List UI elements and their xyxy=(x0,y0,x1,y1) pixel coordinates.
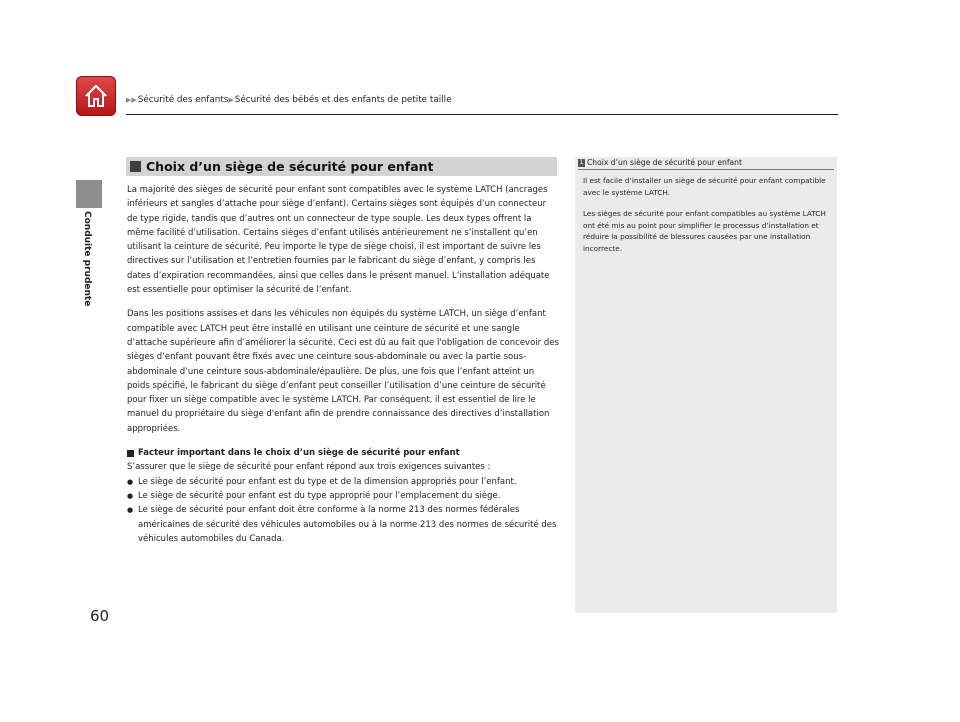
note-title[interactable] xyxy=(578,158,834,167)
header-divider xyxy=(126,114,838,115)
subheading xyxy=(127,446,559,460)
note-paragraph: Il est facile d’installer un siège de sécurité pour enfant compatible avec le système LATCH. xyxy=(583,176,826,197)
home-icon xyxy=(82,82,110,110)
breadcrumb-item[interactable]: Sécurité des enfants xyxy=(137,95,229,105)
note-title-text: Choix d’un siège de sécurité pour enfant xyxy=(587,158,742,167)
note-marker-icon: 1 xyxy=(579,159,584,166)
breadcrumb-arrow-icon: ▶ xyxy=(228,96,234,104)
body-paragraph: La majorité des sièges de sécurité pour enfant sont compatibles avec le système LATCH (ancrages inférieurs et sangles d’attache pour siège d’enfant). Certains sièges sont équipés d’un connecteur de type rigide, tandis que d’autres ont un connecteur de type souple. Les deux types offrent la même facilité d’utilisation. Certains sièges d’enfant utilisés antérieurement ne s’installent qu’en utilisant la ceinture de sécurité. Peu importe le type de siège choisi, il est important de suivre les directives sur l’utilisation et l’entretien fournies par le fabricant du siège d’enfant, y compris les dates d’expiration recommandées, ainsi que celles dans le présent manuel. L’installation adéquate est essentielle pour optimiser la sécurité de l’enfant. xyxy=(127,185,550,296)
body-paragraph: Dans les positions assises et dans les véhicules non équipés du système LATCH, un siège d’enfant compatible avec LATCH peut être installé en utilisant une ceinture de sécurité et une sangle d’attache supérieure afin d’améliorer la sécurité. Ceci est dû au fait que l'obligation de concevoir des sièges d’enfant pouvant être fixés avec une ceinture sous-abdominale ou avec la partie sous-abdominale d’une ceinture sous-abdominale/épaulière. De plus, une fois que l’enfant atteint un poids spécifié, le fabricant du siège d’enfant peut conseiller l’utilisation d’une ceinture de sécurité pour fixer un siège compatible avec le système LATCH. Par conséquent, il est essentiel de lire le manuel du propriétaire du siège d'enfant afin de prendre connaissance des directives d’installation appropriées. xyxy=(127,309,559,434)
section-heading xyxy=(126,157,557,176)
breadcrumb-arrow-icon: ▶▶ xyxy=(126,96,137,104)
requirements-list xyxy=(127,475,559,546)
breadcrumb-item[interactable]: Sécurité des bébés et des enfants de petite taille xyxy=(234,95,452,105)
section-title: Choix d’un siège de sécurité pour enfant xyxy=(146,159,434,174)
chapter-tab[interactable] xyxy=(76,180,102,208)
page-number: 60 xyxy=(90,607,110,625)
subheading-text: Facteur important dans le choix d’un siège de sécurité pour enfant xyxy=(138,448,460,459)
note-paragraph: Les sièges de sécurité pour enfant compatibles au système LATCH ont été mis au point pour simplifier le processus d’installation et réduire la possibilité de blessures causées par une installation incorrecte. xyxy=(583,209,826,253)
note-divider xyxy=(578,169,834,170)
breadcrumb xyxy=(126,95,451,105)
list-item: ● Le siège de sécurité pour enfant doit être conforme à la norme 213 des normes fédérales américaines de sécurité des véhicules automobiles ou à la norme 213 des normes de sécurité des véhicules automobiles du Canada. xyxy=(127,503,559,546)
heading-square-icon xyxy=(130,161,141,172)
home-button[interactable] xyxy=(76,76,116,116)
note-content xyxy=(583,175,831,264)
list-item: ● Le siège de sécurité pour enfant est du type et de la dimension appropriés pour l’enfant. xyxy=(127,475,559,489)
list-item: ● Le siège de sécurité pour enfant est du type approprié pour l’emplacement du siège. xyxy=(127,489,559,503)
bullets-intro: S’assurer que le siège de sécurité pour enfant répond aux trois exigences suivantes : xyxy=(127,462,491,473)
subheading-square-icon xyxy=(127,450,134,457)
chapter-label: Conduite prudente xyxy=(82,211,92,307)
main-content xyxy=(127,183,559,546)
